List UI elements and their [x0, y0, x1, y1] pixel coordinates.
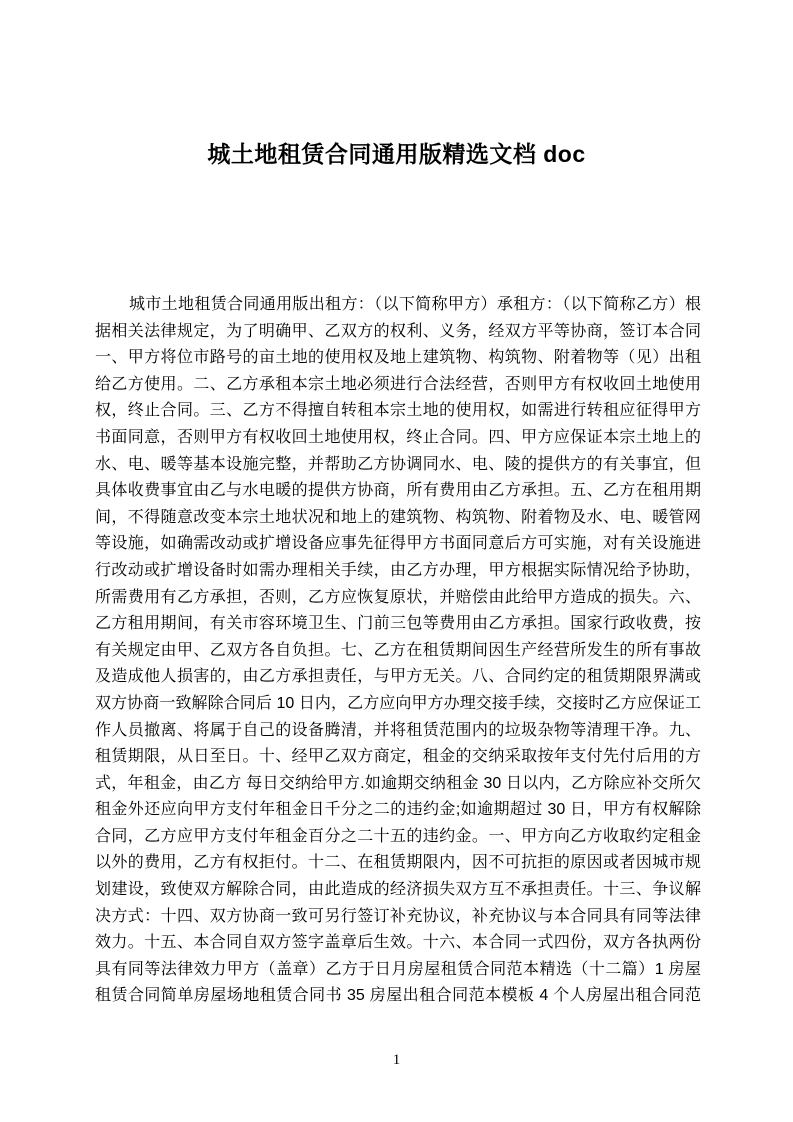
paragraph-line: 租赁合同简单房屋场地租赁合同书 35 房屋出租合同范本模板 4 个人房屋出租合同范: [95, 987, 701, 1005]
paragraph-line: 以外的费用，乙方有权拒付。十二、在租赁期限内，因不可抗拒的原因或者因城市规: [95, 854, 701, 872]
paragraph-line: 式，年租金，由乙方 每日交纳给甲方.如逾期交纳租金 30 日以内，乙方除应补交所欠: [95, 774, 701, 792]
paragraph-line: 给乙方使用。二、乙方承租本宗土地必须进行合法经营，否则甲方有权收回土地使用: [95, 375, 701, 393]
paragraph-line: 间，不得随意改变本宗土地状况和地上的建筑物、构筑物、附着物及水、电、暖管网: [95, 508, 701, 526]
document-title: 城土地租赁合同通用版精选文档 doc: [207, 141, 586, 167]
paragraph-line: 水、电、暖等基本设施完整，并帮助乙方协调同水、电、陵的提供方的有关事宜，但: [95, 455, 701, 473]
paragraph-line: 等设施，如确需改动或扩增设备应事先征得甲方书面同意后方可实施，对有关设施进: [95, 535, 701, 553]
paragraph-line: 有关规定由甲、乙双方各自负担。七、乙方在租赁期间因生产经营所发生的所有事故: [95, 641, 701, 659]
paragraph-line: 决方式：十四、双方协商一致可另行签订补充协议，补充协议与本合同具有同等法律: [95, 907, 701, 925]
paragraph-line: 双方协商一致解除合同后 10 日内，乙方应向甲方办理交接手续，交接时乙方应保证工: [95, 694, 701, 712]
paragraph-line: 一、甲方将位市路号的亩土地的使用权及地上建筑物、构筑物、附着物等（见）出租: [95, 349, 701, 367]
paragraph-line: 具有同等法律效力甲方（盖章）乙方于日月房屋租赁合同范本精选（十二篇）1 房屋: [95, 960, 701, 978]
paragraph-line: 权，终止合同。三、乙方不得擅自转租本宗土地的使用权，如需进行转租应征得甲方: [95, 402, 701, 420]
paragraph-line: 划建设，致使双方解除合同，由此造成的经济损失双方互不承担责任。十三、争议解: [95, 881, 701, 899]
paragraph-line: 据相关法律规定，为了明确甲、乙双方的权利、义务，经双方平等协商，签订本合同: [95, 322, 701, 340]
paragraph-line: 效力。十五、本合同自双方签字盖章后生效。十六、本合同一式四份，双方各执两份: [95, 934, 701, 952]
paragraph-line: 作人员撤离、将属于自己的设备腾清，并将租赁范围内的垃圾杂物等清理干净。九、: [95, 721, 701, 739]
page-number: 1: [392, 1052, 401, 1068]
document-body: [95, 292, 701, 1010]
paragraph-line: 具体收费事宜由乙与水电暖的提供方协商，所有费用由乙方承担。五、乙方在租用期: [95, 482, 701, 500]
paragraph-line: 乙方租用期间，有关市容环境卫生、门前三包等费用由乙方承担。国家行政收费，按: [95, 615, 701, 633]
paragraph-line: 书面同意，否则甲方有权收回土地使用权，终止合同。四、甲方应保证本宗土地上的: [95, 428, 701, 446]
paragraph-line: 所需费用有乙方承担，否则，乙方应恢复原状，并赔偿由此给甲方造成的损失。六、: [95, 588, 701, 606]
paragraph-line: 租赁期限，从日至日。十、经甲乙双方商定，租金的交纳采取按年支付先付后用的方: [95, 748, 701, 766]
paragraph-line: 租金外还应向甲方支付年租金日千分之二的违约金;如逾期超过 30 日，甲方有权解除: [95, 801, 701, 819]
paragraph-line: 城市土地租赁合同通用版出租方：（以下简称甲方）承租方：（以下简称乙方）根: [129, 296, 701, 313]
paragraph-line: 行改动或扩增设备时如需办理相关手续，由乙方办理，甲方根据实际情况给予协助，: [95, 561, 701, 579]
paragraph-line: 及造成他人损害的，由乙方承担责任，与甲方无关。八、合同约定的租赁期限界满或: [95, 668, 701, 686]
paragraph-line: 合同，乙方应甲方支付年租金百分之二十五的违约金。一、甲方向乙方收取约定租金: [95, 827, 701, 845]
